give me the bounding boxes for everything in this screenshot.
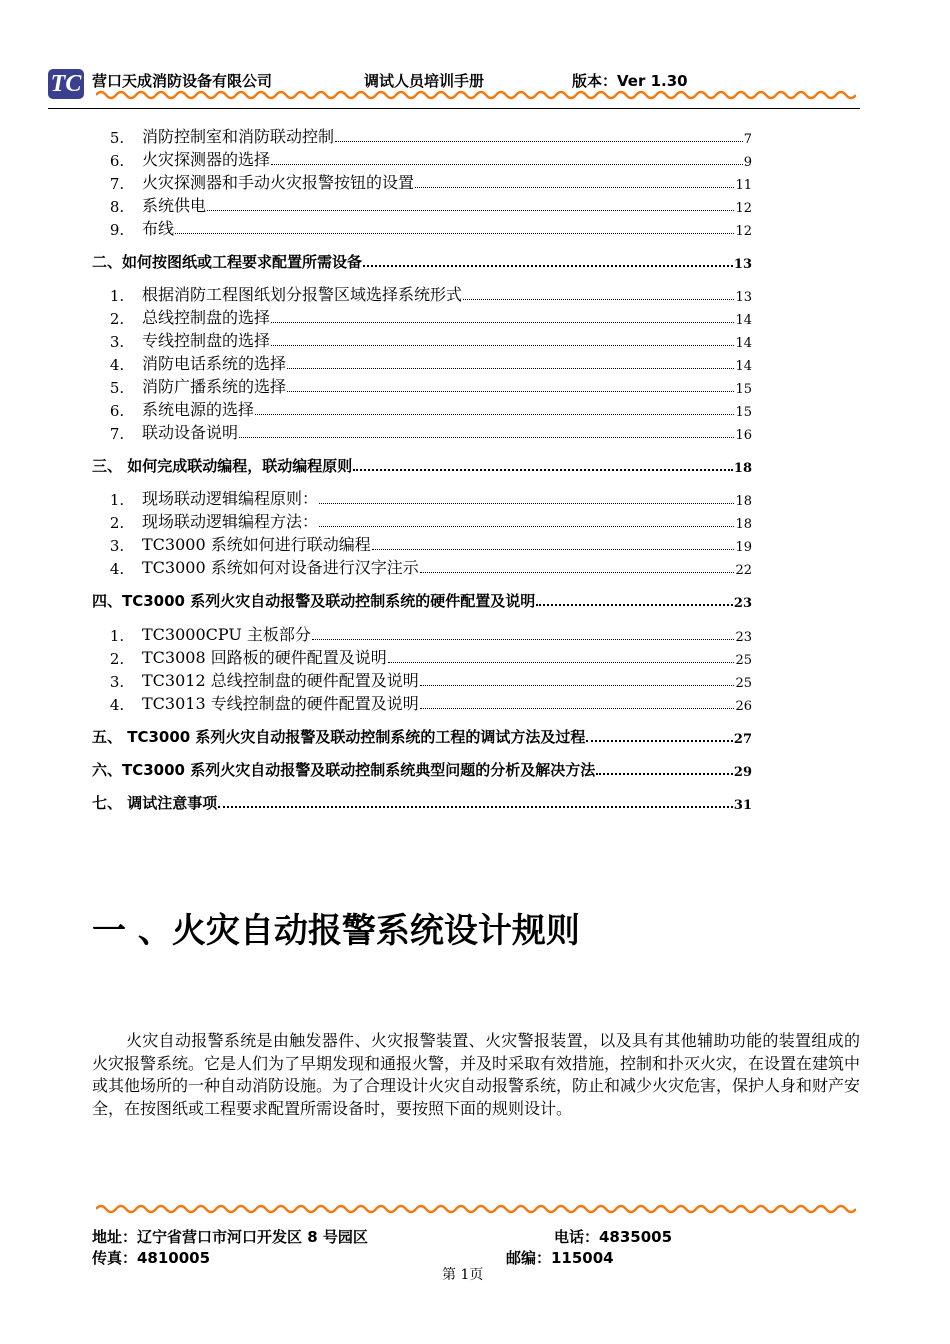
toc-entry-number: 1. [109, 491, 125, 509]
toc-entry-title: 专线控制盘的选择 [142, 331, 271, 350]
toc-dot-leader [420, 684, 735, 686]
toc-entry-title: 总线控制盘的选择 [142, 308, 271, 327]
toc-entry[interactable] [92, 692, 752, 714]
toc-entry-title: 布线 [142, 219, 175, 238]
toc-entry-title: 六、TC3000 系列火灾自动报警及联动控制系统典型问题的分析及解决方法 [92, 761, 596, 779]
toc-entry[interactable] [92, 217, 752, 239]
toc-entry-title: 二、如何按图纸或工程要求配置所需设备 [92, 253, 363, 271]
toc-dot-leader [372, 548, 735, 550]
toc-page-number: 25 [735, 653, 752, 668]
toc-dot-leader [271, 163, 743, 165]
toc-entry-number: 4. [109, 356, 125, 374]
footer-address: 地址：辽宁省营口市河口开发区 8 号园区 [92, 1228, 368, 1246]
toc-entry-number: 7. [109, 175, 125, 193]
toc-entry-title: 火灾探测器的选择 [142, 150, 271, 169]
toc-entry-title: TC3008 回路板的硬件配置及说明 [142, 648, 387, 667]
toc-page-number: 18 [733, 461, 752, 476]
toc-page-number: 22 [735, 563, 752, 578]
toc-entry[interactable] [92, 510, 752, 532]
toc-page-number: 16 [735, 428, 752, 443]
toc-entry-title: TC3000 系统如何进行联动编程 [142, 535, 371, 554]
toc-entry-number: 2. [109, 650, 125, 668]
toc-entry[interactable] [92, 623, 752, 645]
toc-dot-leader [287, 367, 734, 369]
company-logo: TC [48, 69, 84, 99]
header-wave-decoration [96, 88, 856, 102]
footer-wave-decoration [96, 1202, 856, 1216]
toc-dot-leader [239, 436, 734, 438]
toc-entry-title: 三、 如何完成联动编程，联动编程原则 [92, 457, 353, 475]
body-paragraph: 火灾自动报警系统是由触发器件、火灾报警装置、火灾警报装置，以及具有其他辅助功能的装置组成的火灾报警系统。它是人们为了早期发现和通报火警，并及时采取有效措施，控制和扑灭火灾，在设置在建筑中或其他场所的一种自动消防设施。为了合理设计火灾自动报警系统，防止和减少火灾危害，保护人身和财产安全，在按图纸或工程要求配置所需设备时，要按照下面的规则设计。 [92, 1031, 861, 1118]
toc-entry[interactable] [92, 646, 752, 668]
toc-entry[interactable] [92, 148, 752, 170]
page-number: 第 1页 [442, 1267, 484, 1283]
header-rule [48, 108, 860, 109]
toc-page-number: 14 [735, 313, 752, 328]
toc-dot-leader [271, 344, 734, 346]
toc-entry-title: TC3000CPU 主板部分 [142, 625, 311, 644]
toc-entry-number: 3. [109, 333, 125, 351]
chapter-heading: 一 、火灾自动报警系统设计规则 [92, 911, 580, 951]
toc-page-number: 31 [733, 798, 752, 813]
toc-page-number: 13 [735, 290, 752, 305]
toc-dot-leader [420, 571, 735, 573]
toc-page-number: 7 [743, 132, 752, 147]
toc-dot-leader [335, 140, 743, 142]
toc-dot-leader [175, 232, 734, 234]
toc-entry-title: TC3000 系统如何对设备进行汉字注示 [142, 558, 419, 577]
toc-entry-number: 2. [109, 310, 125, 328]
footer-phone: 电话：4835005 [554, 1228, 673, 1246]
toc-entry-number: 4. [109, 696, 125, 714]
toc-entry-title: 五、 TC3000 系列火灾自动报警及联动控制系统的工程的调试方法及过程 [92, 728, 586, 746]
toc-entry[interactable] [92, 306, 752, 328]
toc-entry[interactable] [92, 283, 752, 305]
toc-entry-number: 2. [109, 514, 125, 532]
toc-entry-number: 3. [109, 537, 125, 555]
toc-dot-leader [319, 502, 734, 504]
toc-entry[interactable] [92, 533, 752, 555]
toc-entry-number: 8. [109, 198, 125, 216]
toc-page-number: 23 [735, 630, 752, 645]
version-label: 版本：Ver 1.30 [572, 72, 688, 90]
toc-entry[interactable] [92, 421, 752, 443]
toc-page-number: 26 [735, 699, 752, 714]
toc-page-number: 19 [735, 540, 752, 555]
toc-entry-number: 3. [109, 673, 125, 691]
manual-title: 调试人员培训手册 [364, 72, 485, 90]
toc-entry-number: 7. [109, 425, 125, 443]
toc-dot-leader [207, 209, 734, 211]
toc-entry-title: 联动设备说明 [142, 423, 239, 442]
toc-page-number: 27 [733, 732, 752, 747]
toc-entry-title: 现场联动逻辑编程原则： [142, 489, 319, 508]
toc-dot-leader [287, 390, 734, 392]
toc-section-entry[interactable] [92, 250, 752, 272]
toc-section-entry[interactable] [92, 589, 752, 611]
toc-entry-number: 9. [109, 221, 125, 239]
toc-section-entry[interactable] [92, 758, 752, 780]
toc-page-number: 14 [735, 336, 752, 351]
toc-dot-leader [586, 739, 732, 742]
toc-entry-title: 系统电源的选择 [142, 400, 255, 419]
toc-dot-leader [312, 638, 735, 640]
toc-entry-number: 1. [109, 627, 125, 645]
toc-page-number: 23 [733, 596, 752, 611]
toc-page-number: 9 [743, 155, 752, 170]
toc-page-number: 14 [735, 359, 752, 374]
toc-page-number: 13 [733, 257, 752, 272]
toc-page-number: 18 [735, 494, 752, 509]
toc-entry[interactable] [92, 194, 752, 216]
toc-dot-leader [363, 264, 733, 267]
toc-entry[interactable] [92, 556, 752, 578]
toc-dot-leader [353, 468, 733, 471]
toc-entry-title: TC3012 总线控制盘的硬件配置及说明 [142, 671, 419, 690]
toc-dot-leader [536, 603, 733, 606]
toc-dot-leader [218, 805, 733, 808]
toc-entry[interactable] [92, 375, 752, 397]
toc-entry-number: 1. [109, 287, 125, 305]
toc-dot-leader [415, 186, 734, 188]
toc-entry[interactable] [92, 171, 752, 193]
toc-entry-title: 火灾探测器和手动火灾报警按钮的设置 [142, 173, 415, 192]
toc-entry[interactable] [92, 352, 752, 374]
toc-dot-leader [319, 525, 734, 527]
toc-page-number: 29 [733, 765, 752, 780]
toc-entry-number: 6. [109, 152, 125, 170]
toc-entry-title: 根据消防工程图纸划分报警区域选择系统形式 [142, 285, 463, 304]
toc-entry-title: 四、TC3000 系列火灾自动报警及联动控制系统的硬件配置及说明 [92, 592, 536, 610]
toc-section-entry[interactable] [92, 791, 752, 813]
toc-page-number: 12 [735, 224, 752, 239]
toc-entry-number: 4. [109, 560, 125, 578]
toc-entry[interactable] [92, 125, 752, 147]
toc-page-number: 12 [735, 201, 752, 216]
toc-entry-title: 消防电话系统的选择 [142, 354, 287, 373]
toc-dot-leader [596, 772, 733, 775]
toc-entry-title: 消防广播系统的选择 [142, 377, 287, 396]
toc-entry-title: 现场联动逻辑编程方法： [142, 512, 319, 531]
toc-entry-title: 七、 调试注意事项 [92, 794, 218, 812]
toc-dot-leader [420, 707, 735, 709]
footer-postcode: 邮编：115004 [506, 1249, 614, 1267]
toc-page-number: 15 [735, 382, 752, 397]
toc-entry-number: 6. [109, 402, 125, 420]
toc-page-number: 25 [735, 676, 752, 691]
toc-entry[interactable] [92, 487, 752, 509]
toc-entry-title: 消防控制室和消防联动控制 [142, 127, 335, 146]
toc-entry-number: 5. [109, 129, 125, 147]
toc-dot-leader [388, 661, 735, 663]
company-name: 营口天成消防设备有限公司 [92, 72, 273, 90]
toc-entry-number: 5. [109, 379, 125, 397]
footer-fax: 传真：4810005 [92, 1249, 211, 1267]
toc-entry[interactable] [92, 669, 752, 691]
toc-page-number: 11 [735, 178, 752, 193]
toc-page-number: 15 [735, 405, 752, 420]
toc-page-number: 18 [735, 517, 752, 532]
toc-dot-leader [463, 298, 734, 300]
toc-dot-leader [255, 413, 734, 415]
toc-entry-title: TC3013 专线控制盘的硬件配置及说明 [142, 694, 419, 713]
toc-section-entry[interactable] [92, 725, 752, 747]
toc-section-entry[interactable] [92, 454, 752, 476]
toc-entry-title: 系统供电 [142, 196, 207, 215]
toc-dot-leader [271, 321, 734, 323]
toc-entry[interactable] [92, 398, 752, 420]
toc-entry[interactable] [92, 329, 752, 351]
